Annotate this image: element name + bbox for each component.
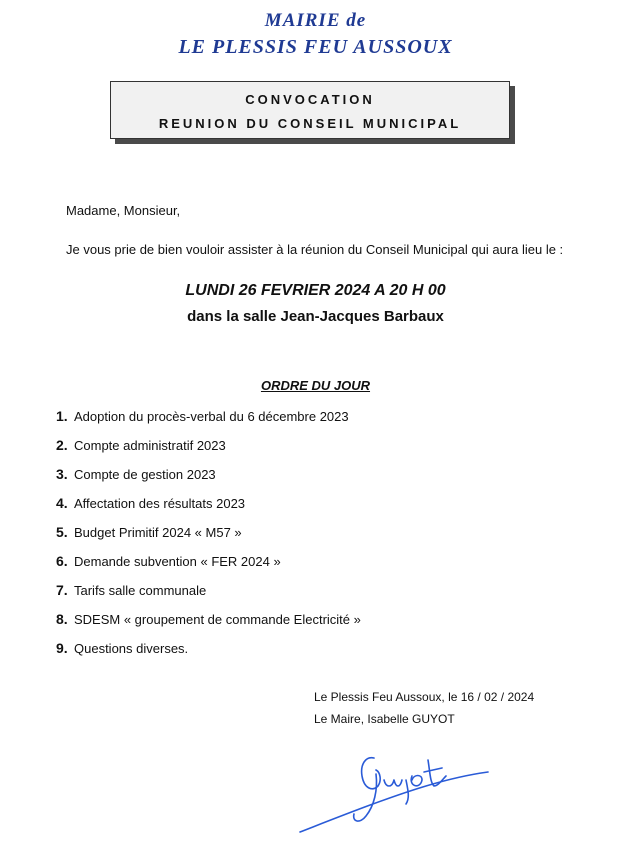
agenda-item-number: 5. — [56, 524, 68, 540]
agenda-item-number: 2. — [56, 437, 68, 453]
agenda-item — [56, 437, 361, 466]
meeting-title: REUNION DU CONSEIL MUNICIPAL — [158, 116, 462, 131]
intro-text: Je vous prie de bien vouloir assister à la réunion du Conseil Municipal qui aura lieu le : — [66, 242, 564, 257]
place-and-date: Le Plessis Feu Aussoux, le 16 / 02 / 2024 — [314, 690, 535, 704]
agenda-title: ORDRE DU JOUR — [260, 378, 371, 393]
salutation: Madame, Monsieur, — [66, 203, 181, 218]
agenda-item-text: Compte de gestion 2023 — [74, 467, 216, 482]
agenda-item-text: Budget Primitif 2024 « M57 » — [74, 525, 242, 540]
agenda-item-number: 3. — [56, 466, 68, 482]
meeting-date: LUNDI 26 FEVRIER 2024 A 20 H 00 — [185, 282, 446, 299]
agenda-item-text: Demande subvention « FER 2024 » — [74, 554, 281, 569]
agenda-item-number: 9. — [56, 640, 68, 656]
commune-name: LE PLESSIS FEU AUSSOUX — [178, 36, 453, 58]
agenda-item — [56, 582, 361, 611]
agenda-item-number: 8. — [56, 611, 68, 627]
agenda-item-text: Affectation des résultats 2023 — [74, 496, 246, 511]
agenda-item-number: 7. — [56, 582, 68, 598]
agenda-item-number: 4. — [56, 495, 68, 511]
agenda-item — [56, 408, 361, 437]
agenda-item-text: Compte administratif 2023 — [74, 438, 226, 453]
convocation-title: CONVOCATION — [245, 92, 375, 107]
title-box — [110, 81, 510, 139]
signatory: Le Maire, Isabelle GUYOT — [314, 712, 455, 726]
agenda-list — [56, 408, 361, 669]
agenda-item-text: Adoption du procès-verbal du 6 décembre 2023 — [74, 409, 349, 424]
agenda-item — [56, 553, 361, 582]
agenda-item-number: 1. — [56, 408, 68, 424]
agenda-item — [56, 611, 361, 640]
agenda-item-text: SDESM « groupement de commande Electricité » — [74, 612, 361, 627]
agenda-item — [56, 524, 361, 553]
handwritten-signature — [296, 746, 496, 841]
agenda-item-text: Tarifs salle communale — [74, 583, 207, 598]
agenda-item-text: Questions diverses. — [74, 641, 189, 656]
agenda-item — [56, 466, 361, 495]
agenda-item — [56, 640, 361, 669]
mairie-title: MAIRIE de — [264, 10, 367, 31]
agenda-item — [56, 495, 361, 524]
agenda-item-number: 6. — [56, 553, 68, 569]
meeting-place: dans la salle Jean-Jacques Barbaux — [187, 308, 444, 325]
